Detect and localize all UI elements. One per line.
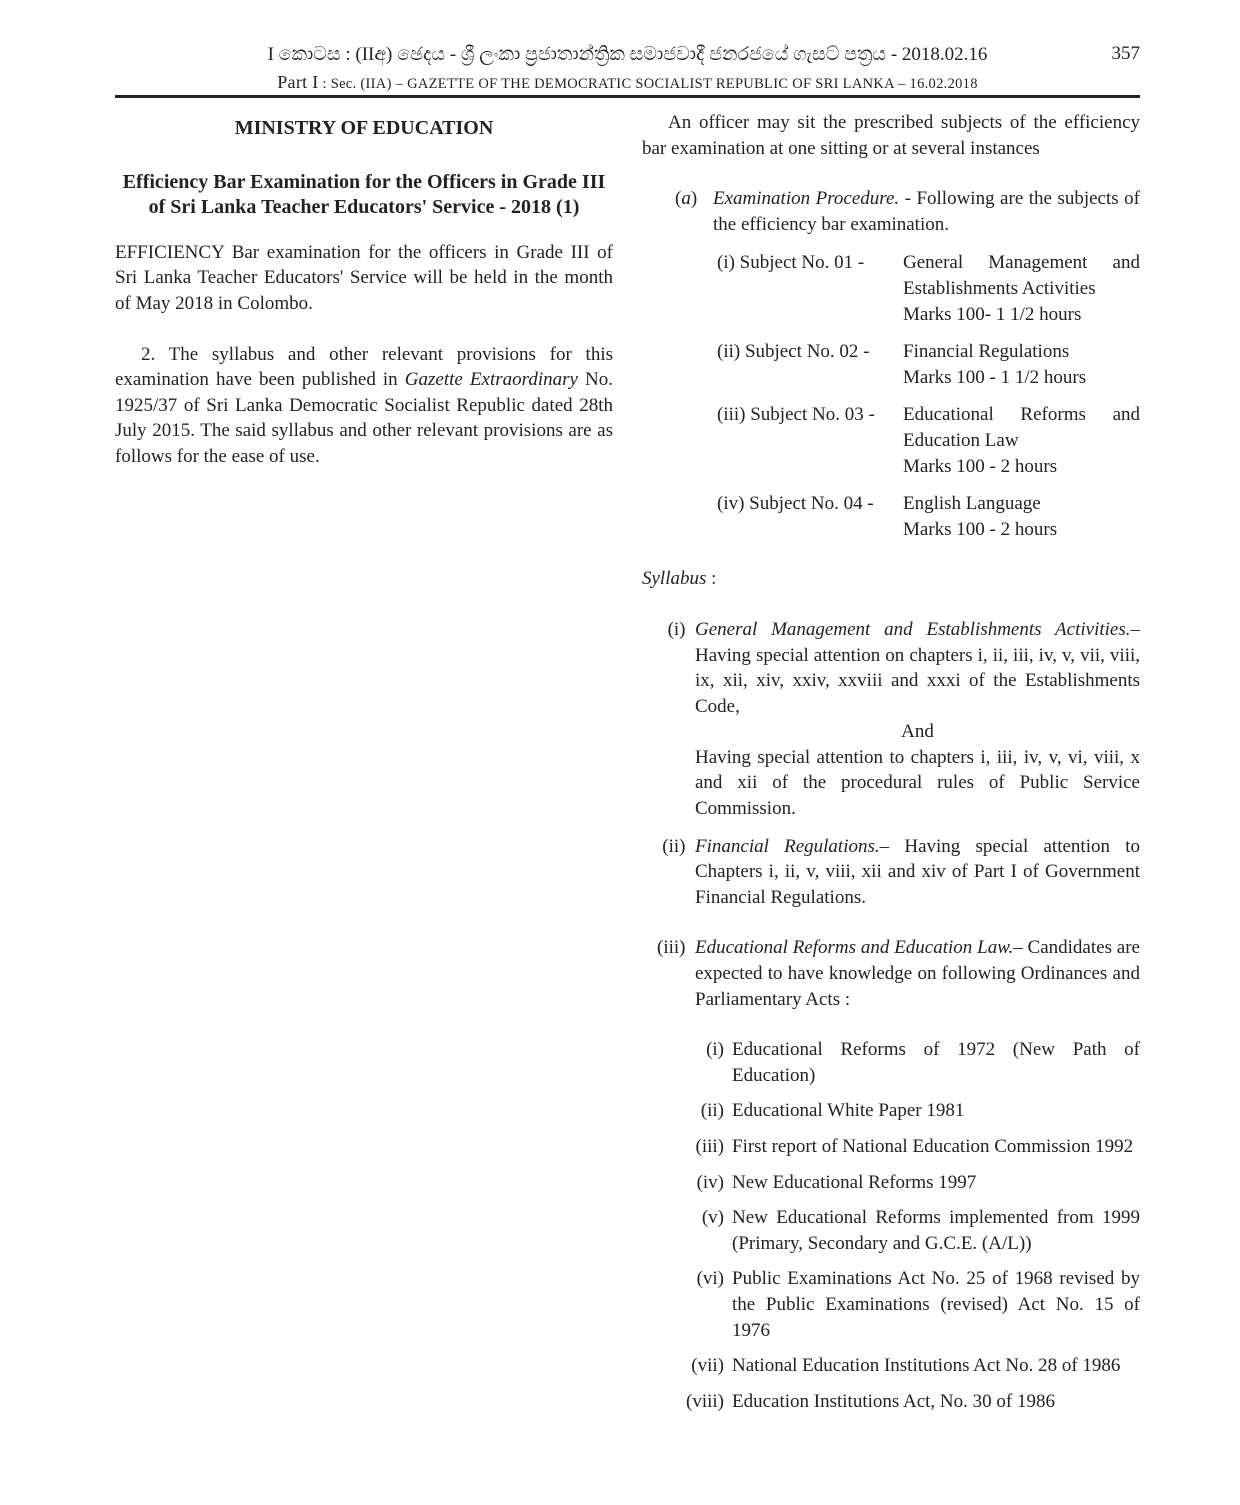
list-item: (i) Educational Reforms of 1972 (New Path of Education) — [706, 1039, 1140, 1086]
subject-number: (iii) Subject No. 03 - — [717, 404, 875, 426]
header-sinhala: I කොටස : (IIඅ) ඡෙදය - ශ්‍රී ලංකා ප්‍රජාතාන්ත්‍රික සමාජවාදී ජනරජයේ ගැසට් පත්‍රය - 2018.02.16 — [267, 44, 988, 65]
gazette-reference: Gazette Extraordinary — [404, 369, 578, 391]
syllabus-text: Having special attention on chapters i, ii, iii, iv, v, vii, viii, ix, xii, xiv, xxiv, xxviii and xxxi of the Establishments Code, — [695, 644, 1140, 717]
list-item: (v) New Educational Reforms implemented from 1999 (Primary, Secondary and G.C.E. (A/L)) — [701, 1207, 1140, 1254]
subject-name: General Management and Establishments Activities — [903, 252, 1140, 299]
syllabus-number: (i) — [667, 618, 686, 640]
acts-list — [642, 1037, 1140, 1414]
examination-procedure — [642, 186, 1140, 237]
left-column — [115, 110, 613, 470]
paragraph-1: EFFICIENCY Bar examination for the officers in Grade III of Sri Lanka Teacher Educators' Service will be held in the month of May 2018 in Colombo. — [115, 241, 613, 314]
syllabus-number: (iii) — [657, 937, 686, 959]
ministry-heading: MINISTRY OF EDUCATION — [234, 117, 494, 139]
paragraph-2 — [115, 342, 613, 470]
subject-item — [717, 491, 1140, 542]
paragraph-2-text-b: No. 1925/37 of Sri Lanka Democratic Socialist Republic dated 28th July 2015. The said syllabus and other relevant provisions are as follows for the ease of use. — [115, 369, 613, 467]
syllabus-number: (ii) — [662, 835, 686, 857]
header-english: Part I : Sec. (IIA) – GAZETTE OF THE DEMOCRATIC SOCIALIST REPUBLIC OF SRI LANKA – 16.02.2018 — [277, 72, 978, 92]
paragraph-2-text-a: 2. The syllabus and other relevant provisions for this examination have been published in — [115, 343, 613, 391]
subject-name: Financial Regulations — [903, 341, 1070, 363]
list-item: (iii) First report of National Education Commission 1992 — [695, 1136, 1134, 1157]
syllabus-title: Educational Reforms and Education Law. — [695, 937, 1014, 959]
syllabus-item-iii — [642, 935, 1140, 1012]
header-sec: Sec. — [330, 76, 357, 92]
subject-item — [717, 402, 1140, 479]
subject-number: (i) Subject No. 01 - — [717, 252, 865, 274]
subject-list — [642, 250, 1140, 542]
procedure-title: Examination Procedure. — [713, 188, 900, 210]
subject-name: English Language — [903, 493, 1041, 515]
syllabus-title: Financial Regulations. — [695, 835, 880, 857]
header-part: Part I — [277, 72, 319, 92]
subject-item — [717, 339, 1140, 390]
syllabus-text: – Having special attention to Chapters i, ii, v, viii, xii and xiv of Part I of Government Financial Regulations. — [695, 835, 1140, 908]
procedure-text: - Following are the subjects of the efficiency bar examination. — [713, 188, 1140, 235]
intro-paragraph: An officer may sit the prescribed subjects of the efficiency bar examination at one sitting or at several instances — [642, 112, 1140, 159]
subject-marks: Marks 100 - 2 hours — [903, 518, 1058, 540]
list-item: (viii) Education Institutions Act, No. 30 of 1986 — [686, 1390, 1055, 1412]
subject-number: (ii) Subject No. 02 - — [717, 341, 870, 363]
syllabus-and: And — [901, 721, 934, 743]
header-gazette-title: (IIA) – GAZETTE OF THE DEMOCRATIC SOCIALIST REPUBLIC OF SRI LANKA – 16.02.2018 — [360, 76, 978, 92]
subject-name: Educational Reforms and Education Law — [903, 404, 1140, 451]
header-rule — [115, 95, 1140, 98]
subject-marks: Marks 100 - 2 hours — [903, 455, 1058, 477]
syllabus-item-ii — [642, 834, 1140, 911]
subject-marks: Marks 100- 1 1/2 hours — [903, 303, 1082, 325]
subject-item — [717, 250, 1140, 327]
list-item: (vi) Public Examinations Act No. 25 of 1968 revised by the Public Examinations (revised) Act No. 15 of 1976 — [696, 1268, 1140, 1341]
syllabus-item-i: (i) General Management and Establishments Activities.– Having special attention on chapters i, ii, iii, iv, v, vii, viii, ix, xii, xiv, xxiv, xxviii and xxxi of the Establishments Code, And Having special attention to chapters i, iii, iv, v, vi, viii, x and xii of the procedural rules of Public Service Commission. — [642, 617, 1140, 822]
exam-title: Efficiency Bar Examination for the Officers in Grade III of Sri Lanka Teacher Educators' Service - 2018 (1) — [122, 170, 606, 219]
syllabus-title: General Management and Establishments Activities. — [695, 618, 1131, 640]
page-number: 357 — [1111, 43, 1140, 64]
subject-number: (iv) Subject No. 04 - — [717, 493, 874, 515]
list-item: (vii) National Education Institutions Act No. 28 of 1986 — [691, 1355, 1121, 1377]
procedure-label: (a) — [675, 188, 698, 210]
right-column — [642, 110, 1140, 1414]
syllabus-heading: Syllabus : — [642, 568, 717, 590]
syllabus-text: – Candidates are expected to have knowledge on following Ordinances and Parliamentary Acts : — [695, 937, 1140, 1010]
list-item: (iv) New Educational Reforms 1997 — [696, 1171, 977, 1193]
syllabus-text: Having special attention to chapters i, iii, iv, v, vi, viii, x and xii of the procedural rules of Public Service Commission. — [695, 746, 1140, 820]
list-item: (ii) Educational White Paper 1981 — [700, 1100, 965, 1122]
subject-marks: Marks 100 - 1 1/2 hours — [903, 366, 1087, 388]
